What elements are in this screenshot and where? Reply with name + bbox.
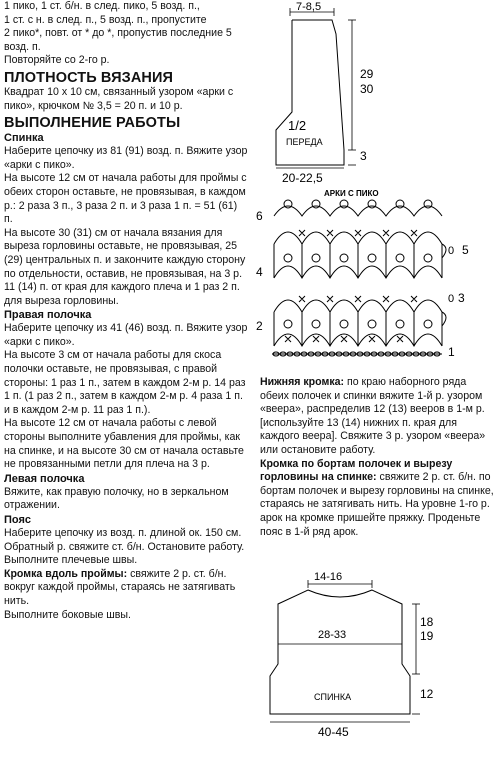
belt-p3: Выполните плечевые швы. [4,554,138,567]
mark-b: 0 [448,293,455,305]
row-3: 3 [458,291,465,305]
bottom-edge-text: по краю наборного ряда обеих полочек и спинки вяжите 1-й р. узором «веера», распределив 12 (13) вееров в 1-м р. [используйте 13 (14) нижних п. края для каждого веера]. Свяжите 3 р. узором «веера» или остановите работу. [260,376,486,456]
mark-a: 0 [448,245,455,257]
rf-p1: Наберите цепочку из 41 (46) возд. п. Вяжите узор «арки с пико». [4,322,248,348]
edge-bold: Кромка по бортам полочек и вырезу горловины на спинке: [260,457,453,484]
side-seams: Выполните боковые швы. [4,608,131,621]
right-front-title: Правая полочка [4,309,92,322]
bottom-edge-bold: Нижняя кромка: [260,376,345,388]
belt-p1: Наберите цепочку из возд. п. длиной ок. 150 см. [4,527,242,539]
row-1: 1 [448,345,455,359]
rf-p2: На высоте 3 см от начала работы для скоса полочки оставьте, не провязывая, с правой стороны: 1 раз 1 п., затем в каждом 2-м р. 14 раз 1 п. (1 раз 2 п., затем в каждом 2-м р. 4 раза 1 п. и в каждом 2-м р. 11 раз 1 п.). [4,349,246,416]
row-5: 5 [462,243,469,257]
left-column [4,0,248,622]
density-title: ПЛОТНОСТЬ ВЯЗАНИЯ [4,69,174,86]
front-width: 20-22,5 [282,171,323,185]
intro-line-1: 1 пико, 1 ст. б/н. в след. пико, 5 возд. п., [4,0,200,12]
repeat-note: Повторяйте со 2-го р. [4,54,110,67]
armhole-bold: Кромка вдоль проймы: [4,567,128,580]
row-6: 6 [256,209,263,223]
front-bottom-h: 3 [360,149,367,163]
lf-p1: Вяжите, как правую полочку, но в зеркальном отражении. [4,485,229,512]
left-front-title: Левая полочка [4,472,85,485]
front-height-a: 29 [360,67,374,81]
back-title: Спинка [4,132,44,145]
intro-line-2: 1 ст. с н. в след. п., 5 возд. п., пропустите [4,13,207,26]
right-column [260,376,496,539]
front-half-diagram [256,0,500,188]
density-text: Квадрат 10 х 10 см, связанный узором «арки с пико», крючком № 3,5 = 20 п. и 10 р. [4,85,234,112]
back-neck-dim: 14-16 [314,571,343,583]
edge-paragraph [260,458,496,540]
back-armhole-b: 19 [420,629,434,643]
back-p1: Наберите цепочку из 81 (91) возд. п. Вяжите узор «арки с пико». [4,145,248,171]
front-height-b: 30 [360,82,374,96]
back-p2: На высоте 12 см от начала работы для проймы с обеих сторон оставьте, не провязывая, в каждом р.: 2 раза 3 п., 3 раза 2 п. и 3 раза 1 п. = 51 (61) п. [4,172,247,226]
back-p3: На высоте 30 (31) см от начала вязания для выреза горловины оставьте, не провязывая, 25 (29) центральных п. и закончите каждую сторону по отдельности, оставив, не провязывая, на 3 р. 11 (14) п. от края для каждого плеча и 1 раз 2 п. для выреза горловины. [4,226,246,307]
front-label: ПЕРЕДА [286,137,323,147]
back-side-dim: 12 [420,687,434,701]
back-diagram [256,564,500,762]
rf-p3: На высоте 12 см от начала работы с левой стороны выполните убавления для проймы, как на спинке, и на высоте 30 см от начала оставьте не провязанными петли для плеча на 3 р. [4,417,244,471]
back-chest-dim: 28-33 [318,629,347,641]
bottom-edge-paragraph [260,376,496,458]
pattern-diagram [252,186,500,376]
front-fraction: 1/2 [288,118,307,133]
back-width: 40-45 [318,725,349,739]
armhole-paragraph [4,568,248,609]
armhole-text: свяжите 2 р. ст. б/н. вокруг каждой проймы, стараясь не затягивать нить. [4,567,236,607]
pattern-title: АРКИ С ПИКО [324,189,379,198]
front-top-dim: 7-8,5 [296,1,322,13]
edge-text: свяжите 2 р. ст. б/н. по бортам полочек и вырезу горловины на спинке, стараясь не затягивать нить. На уровне 1-го р. арок на кромке пришейте пряжку. Проденьте пояс в 1-й ряд арок. [260,471,494,538]
belt-p2: Обратный р. свяжите ст. б/н. Остановите работу. [4,540,245,553]
intro-line-3: 2 пико*, повт. от * до *, пропустив последние 5 возд. п. [4,27,232,53]
row-4: 4 [256,265,263,279]
belt-title: Пояс [4,514,32,526]
row-2: 2 [256,319,263,333]
work-title: ВЫПОЛНЕНИЕ РАБОТЫ [4,115,181,132]
back-label: СПИНКА [314,692,352,702]
back-armhole-a: 18 [420,615,434,629]
